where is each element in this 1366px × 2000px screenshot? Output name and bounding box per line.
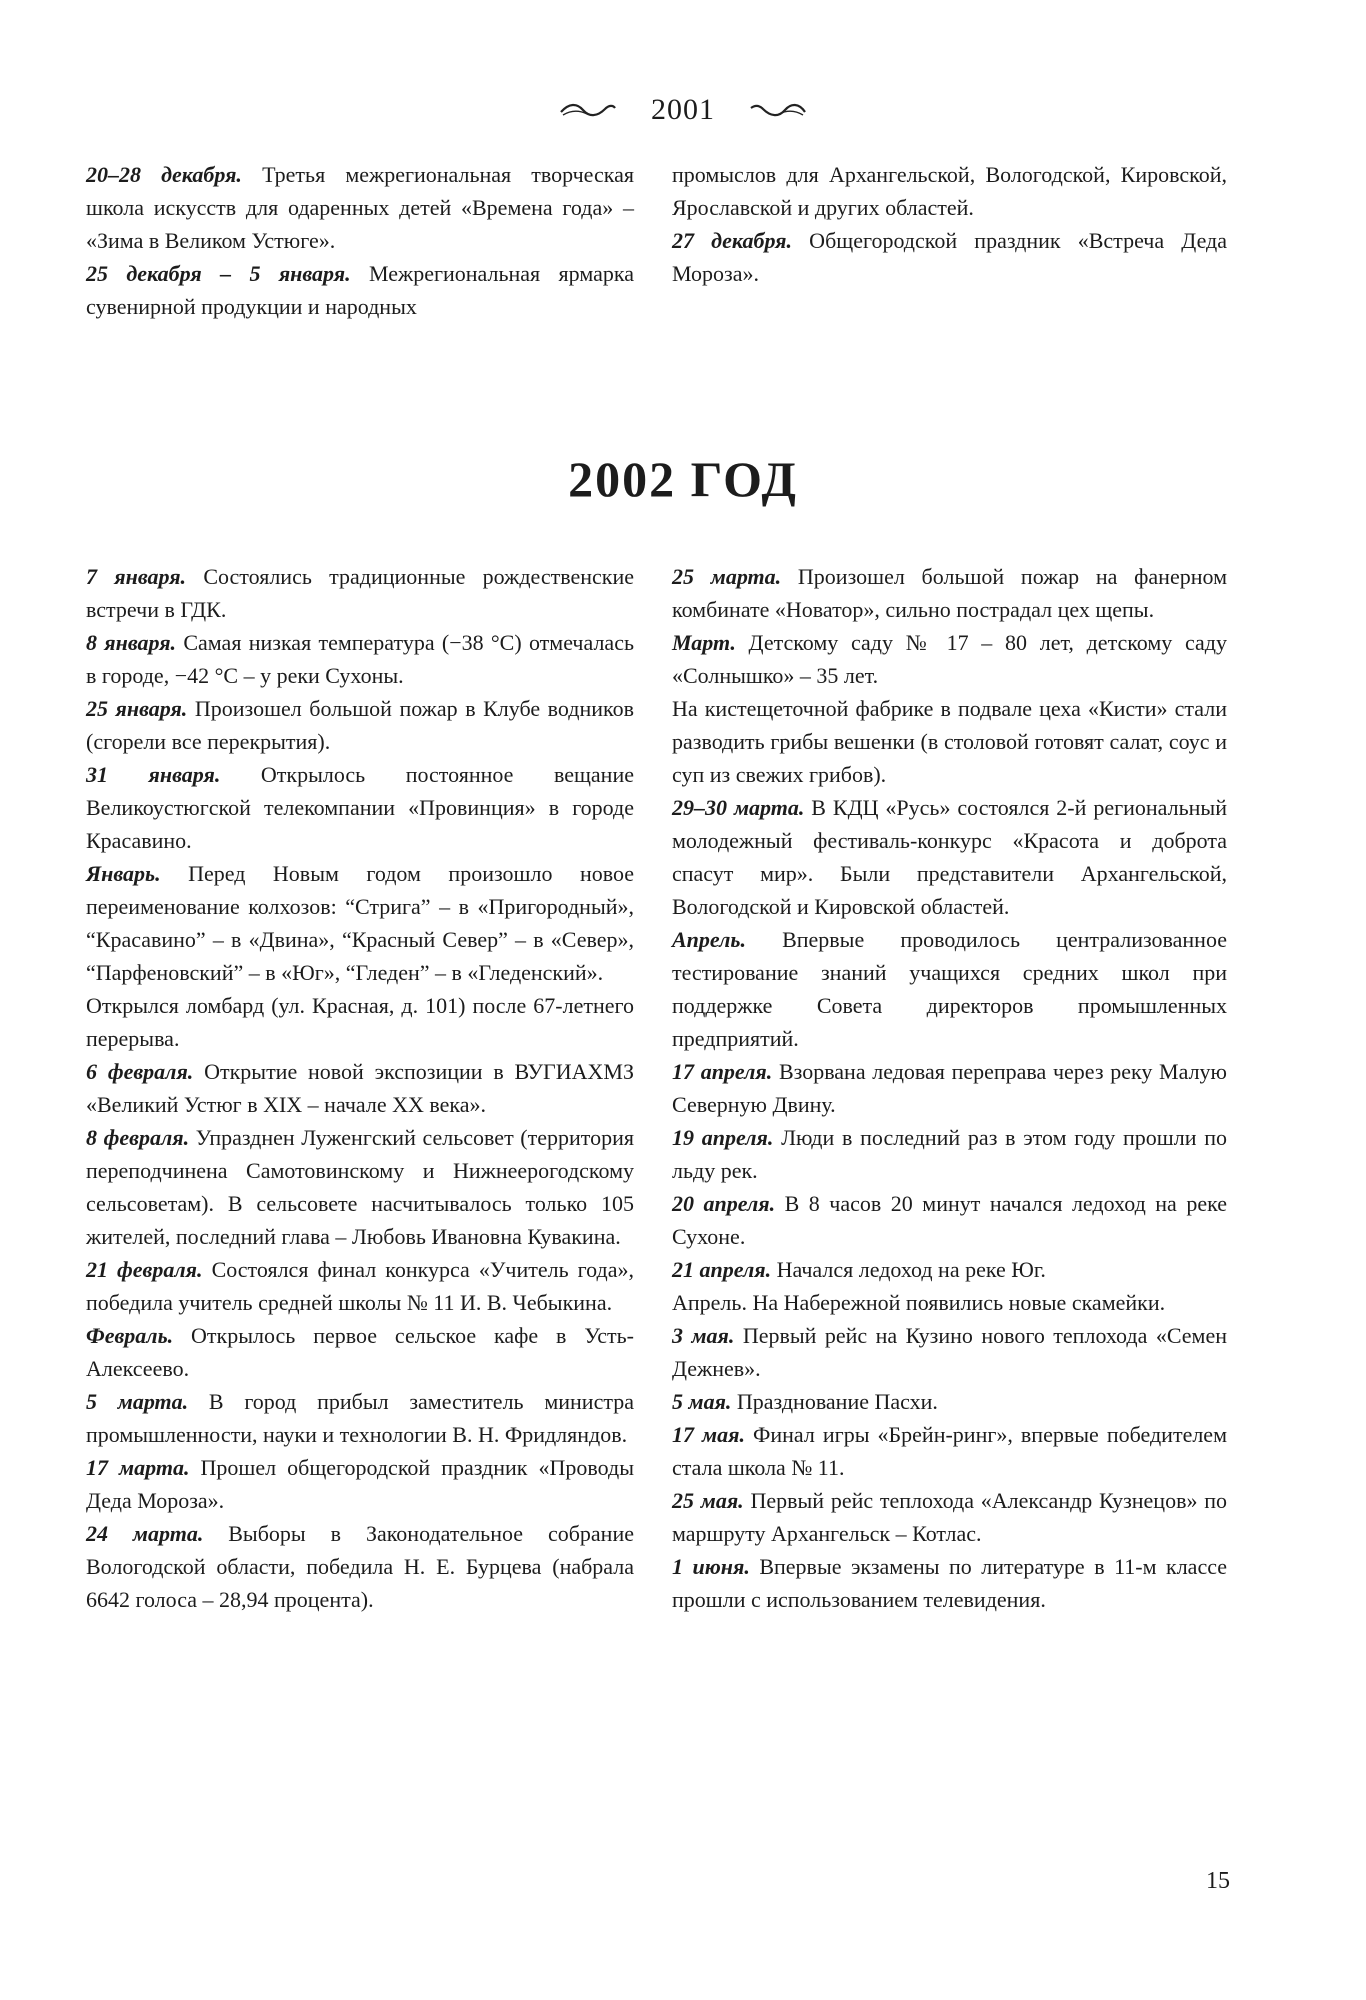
entry (672, 1121, 1227, 1187)
entry (86, 1055, 634, 1121)
entry-date: 17 мая. (672, 1422, 745, 1447)
entry-text: Произошел большой пожар на фанерном комбинате «Новатор», сильно пострадал цех щепы. (672, 564, 1227, 622)
entry (672, 1055, 1227, 1121)
entry-text: Прошел общегородской праздник «Проводы Деда Мороза». (86, 1455, 634, 1513)
entry-date: 24 марта. (86, 1521, 204, 1546)
entry-date: 1 июня. (672, 1554, 750, 1579)
entry-date: 5 мая. (672, 1389, 732, 1414)
entry (672, 626, 1227, 692)
running-head (0, 88, 1366, 132)
entry (86, 626, 634, 692)
entry-date: 25 декабря – 5 января. (86, 261, 351, 286)
entry-date: 29–30 марта. (672, 795, 805, 820)
entry-text: В город прибыл заместитель министра промышленности, науки и технологии В. Н. Фридляндов. (86, 1389, 634, 1447)
entry-date: 20–28 декабря. (86, 162, 242, 187)
entry-text: Первый рейс на Кузино нового теплохода «Семен Дежнев». (672, 1323, 1228, 1381)
entry-date: 31 января. (86, 762, 221, 787)
entry-date: 25 января. (86, 696, 188, 721)
entry-text: Состоялись традиционные рождественские встречи в ГДК. (86, 564, 634, 622)
entry (672, 560, 1227, 626)
entry-text: Межрегиональная ярмарка сувенирной продукции и народных (86, 261, 634, 319)
entry (86, 1451, 634, 1517)
running-head-year: 2001 (651, 93, 715, 126)
entry-text: Финал игры «Брейн-ринг», впервые победителем стала школа № 11. (672, 1422, 1227, 1480)
left-column (86, 560, 634, 1616)
right-column (672, 560, 1227, 1616)
entry (86, 560, 634, 626)
entry-date: Январь. (86, 861, 161, 886)
entry (672, 224, 1227, 290)
entry-text: Произошел большой пожар в Клубе водников (сгорели все перекрытия). (86, 696, 634, 754)
entry (672, 692, 1227, 791)
top-left-column (86, 158, 634, 323)
entry (672, 791, 1227, 923)
entry-text: Открылось постоянное вещание Великоустюгской телекомпании «Провинция» в городе Красавино. (86, 762, 634, 853)
entry-text: промыслов для Архангельской, Вологодской, Кировской, Ярославской и других областей. (672, 162, 1227, 220)
entry (672, 1319, 1227, 1385)
entry (86, 1319, 634, 1385)
entry-text: На кистещеточной фабрике в подвале цеха «Кисти» стали разводить грибы вешенки (в столовой готовят салат, соус и суп из свежих грибов). (672, 696, 1227, 787)
left-flourish-icon (559, 99, 617, 121)
entry-date: 17 марта. (86, 1455, 190, 1480)
entry-text: Люди в последний раз в этом году прошли по льду рек. (672, 1125, 1227, 1183)
entry-text: Первый рейс теплохода «Александр Кузнецов» по маршруту Архангельск – Котлас. (672, 1488, 1228, 1546)
entry-date: Апрель. (672, 927, 746, 952)
entry-date: 25 марта. (672, 564, 782, 589)
entry-text: Выборы в Законодательное собрание Вологодской области, победила Н. Е. Бурцева (набрала 6642 голоса – 28,94 процента). (86, 1521, 634, 1612)
entry (672, 1550, 1227, 1616)
entry (672, 1484, 1227, 1550)
entry (86, 158, 634, 257)
entry (672, 1286, 1227, 1319)
entry-text: Общегородской праздник «Встреча Деда Мороза». (672, 228, 1228, 286)
entry (86, 1253, 634, 1319)
entry-date: 7 января. (86, 564, 187, 589)
entry-text: Перед Новым годом произошло новое переименование колхозов: “Стрига” – в «Пригородный», “Красавино” – в «Двина», “Красный Север” – в «Север», “Парфеновский” – в «Юг», “Гледен” – в «Гледенский». (86, 861, 634, 985)
entry-date: 5 марта. (86, 1389, 189, 1414)
entry (672, 923, 1227, 1055)
entry (672, 1418, 1227, 1484)
entry-text: Открылся ломбард (ул. Красная, д. 101) после 67-летнего перерыва. (86, 993, 634, 1051)
entry-text: Детскому саду № 17 – 80 лет, детскому саду «Солнышко» – 35 лет. (672, 630, 1227, 688)
entry-text: В КДЦ «Русь» состоялся 2-й региональный молодежный фестиваль-конкурс «Красота и доброта спасут мир». Были представители Архангельской, Вологодской и Кировской областей. (672, 795, 1227, 919)
entry-date: 6 февраля. (86, 1059, 194, 1084)
entry-text: В 8 часов 20 минут начался ледоход на реке Сухоне. (672, 1191, 1228, 1249)
entry-date: 25 мая. (672, 1488, 744, 1513)
entry-date: Март. (672, 630, 736, 655)
entry-date: 3 мая. (672, 1323, 735, 1348)
entry-text: Самая низкая температура (−38 °С) отмечалась в городе, −42 °С – у реки Сухоны. (86, 630, 634, 688)
entry-text: Апрель. На Набережной появились новые скамейки. (672, 1290, 1166, 1315)
entry (86, 1385, 634, 1451)
entry-text: Впервые экзамены по литературе в 11-м классе прошли с использованием телевидения. (672, 1554, 1228, 1612)
entry (672, 158, 1227, 224)
entry (86, 1121, 634, 1253)
entry-date: 8 февраля. (86, 1125, 190, 1150)
top-right-column (672, 158, 1227, 290)
entry-text: Начался ледоход на реке Юг. (771, 1257, 1046, 1282)
entry-text: Открылось первое сельское кафе в Усть-Алексеево. (86, 1323, 634, 1381)
entry-text: Впервые проводилось централизованное тестирование знаний учащихся средних школ при поддержке Совета директоров промышленных предприятий. (672, 927, 1227, 1051)
entry-text: Состоялся финал конкурса «Учитель года», победила учитель средней школы № 11 И. В. Чебыкина. (86, 1257, 634, 1315)
entry-date: 17 апреля. (672, 1059, 773, 1084)
entry-date: 21 апреля. (672, 1257, 772, 1282)
entry (672, 1385, 1227, 1418)
entry-text: Открытие новой экспозиции в ВУГИАХМЗ «Великий Устюг в XIX – начале XX века». (86, 1059, 634, 1117)
entry-date: Февраль. (86, 1323, 174, 1348)
entry-text: Упразднен Луженгский сельсовет (территория переподчинена Самотовинскому и Нижнеерогодскому сельсоветам). В сельсовете насчитывалось только 105 жителей, последний глава – Любовь Ивановна Кувакина. (86, 1125, 634, 1249)
entry (86, 257, 634, 323)
entry (86, 857, 634, 989)
entry (672, 1187, 1227, 1253)
entry-text: Третья межрегиональная творческая школа искусств для одаренных детей «Времена года» – «Зима в Великом Устюге». (86, 162, 634, 253)
entry (86, 989, 634, 1055)
entry (672, 1253, 1227, 1286)
entry-date: 21 февраля. (86, 1257, 203, 1282)
entry (86, 758, 634, 857)
entry (86, 1517, 634, 1616)
entry (86, 692, 634, 758)
page-number: 15 (1206, 1868, 1230, 1894)
entry-date: 8 января. (86, 630, 177, 655)
entry-date: 19 апреля. (672, 1125, 774, 1150)
entry-text: Празднование Пасхи. (731, 1389, 938, 1414)
entry-date: 27 декабря. (672, 228, 792, 253)
entry-text: Взорвана ледовая переправа через реку Малую Северную Двину. (672, 1059, 1227, 1117)
section-title: 2002 ГОД (568, 451, 798, 507)
entry-date: 20 апреля. (672, 1191, 776, 1216)
right-flourish-icon (749, 99, 807, 121)
